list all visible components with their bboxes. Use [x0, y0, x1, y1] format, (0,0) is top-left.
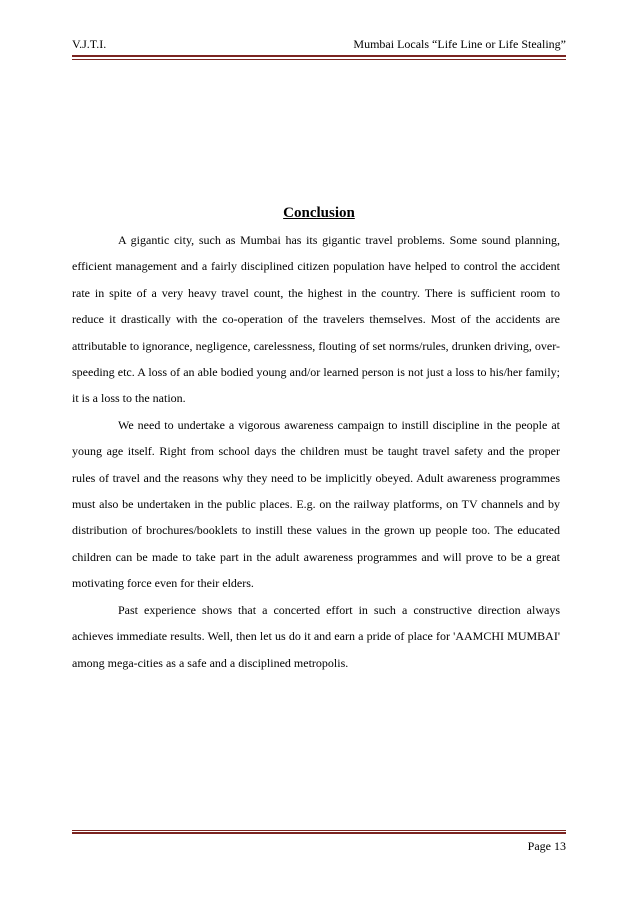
header-rule-thick [72, 55, 566, 57]
page-header [72, 36, 566, 52]
body-text [72, 227, 560, 676]
section-title: Conclusion [283, 205, 355, 221]
page-number: Page 13 [527, 839, 566, 853]
header-institution: V.J.T.I. [72, 37, 107, 51]
paragraph-2: We need to undertake a vigorous awareness campaign to instill discipline in the people at young age itself. Right from school days the children must be taught travel safety and the proper rules of travel and the reasons why they need to be implicitly obeyed. Adult awareness programmes must also be undertaken in the public places. E.g. on the railway platforms, on TV channels and by distribution of brochures/booklets to instill these values in the grown up people too. The educated children can be made to take part in the adult awareness programmes and will prove to be a great motivating force even for their elders. [72, 417, 560, 591]
header-document-title: Mumbai Locals “Life Line or Life Stealing” [353, 37, 566, 51]
footer-rule-thin [72, 830, 566, 831]
footer-rule-thick [72, 832, 566, 834]
paragraph-1: A gigantic city, such as Mumbai has its gigantic travel problems. Some sound planning, efficient management and a fairly disciplined citizen population have helped to control the accident rate in spite of a very heavy travel count, the highest in the country. There is sufficient room to reduce it drastically with the co-operation of the travelers themselves. Most of the accidents are attributable to ignorance, negligence, carelessness, flouting of set norms/rules, drunken driving, over-speeding etc. A loss of an able bodied young and/or learned person is not just a loss to his/her family; it is a loss to the nation. [72, 233, 560, 406]
paragraph-3: Past experience shows that a concerted effort in such a constructive direction always achieves immediate results. Well, then let us do it and earn a pride of place for 'AAMCHI MUMBAI' among mega-cities as a safe and a disciplined metropolis. [72, 602, 560, 670]
header-rule-thin [72, 59, 566, 60]
